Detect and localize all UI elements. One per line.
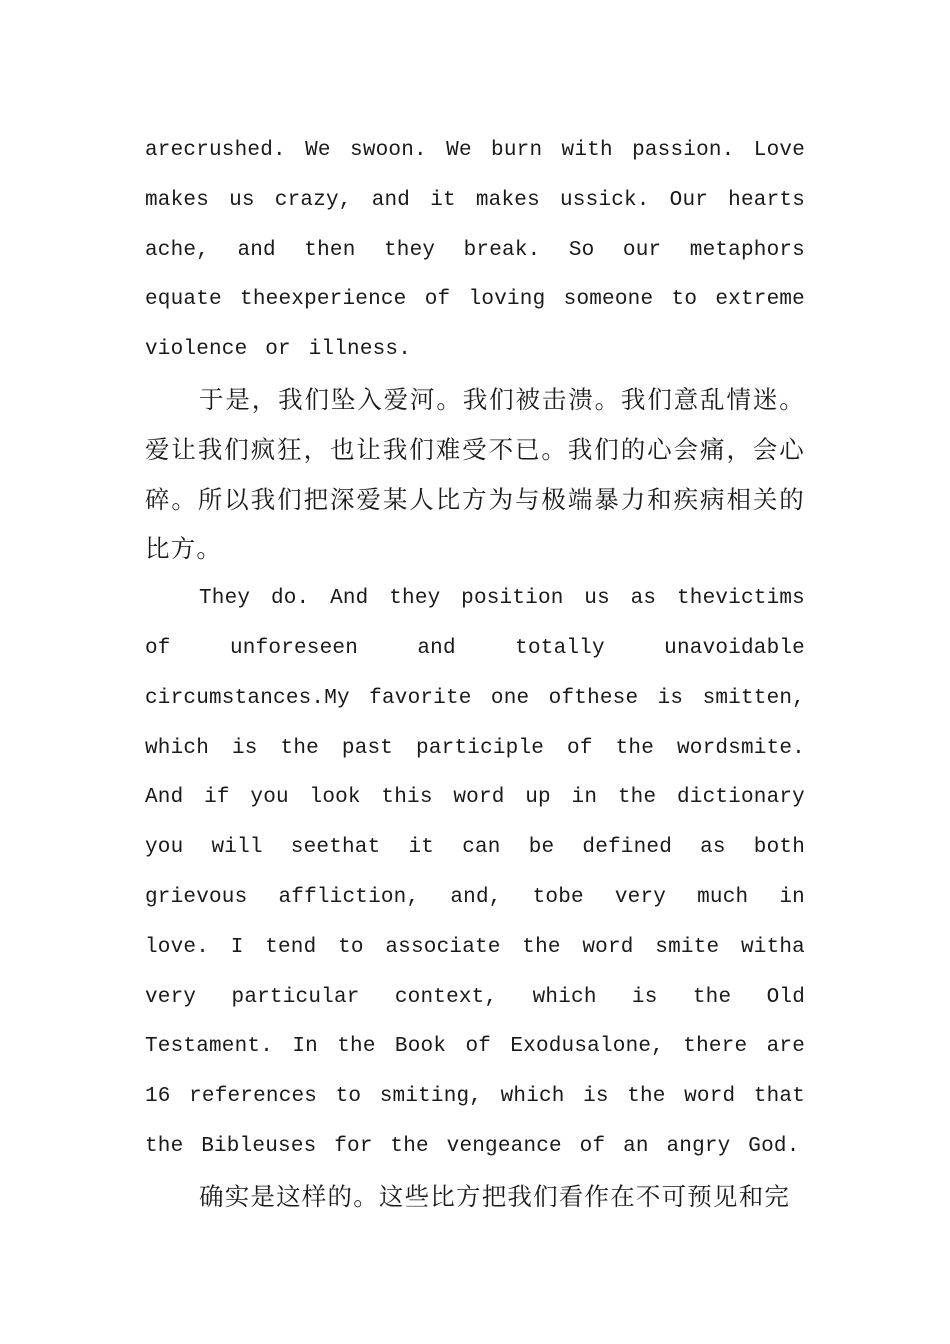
document-body [145,126,805,1222]
chinese-paragraph-1: 于是，我们坠入爱河。我们被击溃。我们意乱情迷。爱让我们疯狂，也让我们难受不已。我们的心会痛，会心碎。所以我们把深爱某人比方为与极端暴力和疾病相关的比方。 [145,384,805,564]
english-paragraph-2: They do. And they position us as thevictims of unforeseen and totally unavoidable circumstances.My favorite one ofthese is smitten, which is the past participle of the wordsmite. And if you look this word up in the dictionary you will seethat it can be defined as both grievous affliction, and, tobe very much in love. I tend to associate the word smite witha very particular context, which is the Old Testament. In the Book of Exodusalone, there are 16 references to smiting, which is the word that the Bibleuses for the vengeance of an angry God. [145,587,805,1158]
english-paragraph-1: arecrushed. We swoon. We burn with passion. Love makes us crazy, and it makes ussick. Our hearts ache, and then they break. So our metaphors equate theexperience of loving someone to extreme violence or illness. [145,139,805,362]
chinese-paragraph-2: 确实是这样的。这些比方把我们看作在不可预见和完 [199,1181,791,1211]
